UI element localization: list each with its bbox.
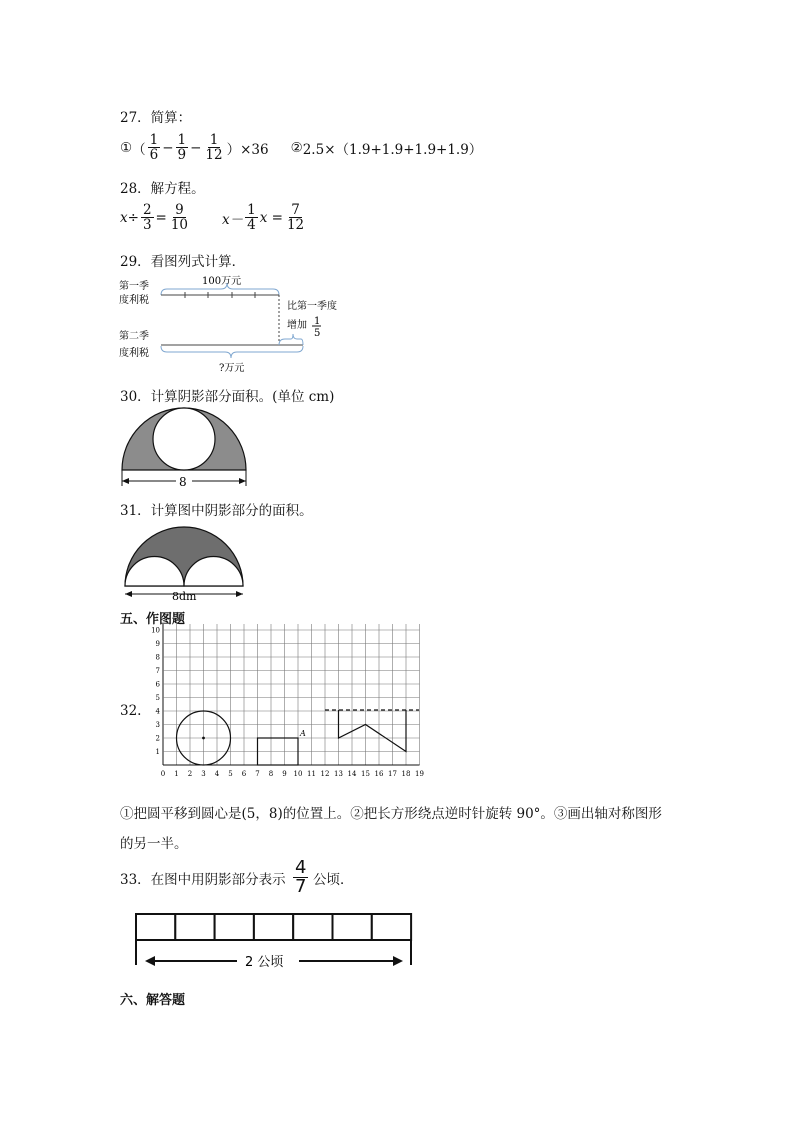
q29-diagram (115, 270, 365, 376)
x-tick-label: 12 (320, 770, 330, 778)
side-note-line2: 增加 (287, 320, 307, 331)
q30-figure (118, 404, 250, 492)
bottom-value: ?万元 (219, 363, 245, 374)
q33-title-pre: 33．在图中用阴影部分表示 (120, 872, 286, 888)
strip-cell[interactable] (333, 914, 372, 940)
side-frac-den: 5 (314, 328, 321, 339)
equation-2-mid: x = (259, 209, 283, 226)
fraction: $\frac{1}{12}$ (205, 132, 223, 164)
arrow-left-icon (145, 956, 155, 966)
strip-cell[interactable] (372, 914, 411, 940)
x-tick-label: 5 (228, 770, 233, 778)
strip-cell[interactable] (136, 914, 175, 940)
q27-expressions (120, 133, 482, 162)
fraction: $\frac{2}{3}$ (142, 202, 152, 234)
q33-figure (133, 910, 417, 972)
x-tick-label: 1 (174, 770, 179, 778)
x-tick-label: 0 (160, 770, 166, 778)
strip-cells (136, 914, 411, 940)
fraction: $\frac{9}{10}$ (170, 202, 189, 234)
label-q2-line2: 度利税 (119, 348, 149, 359)
operator: − (190, 139, 202, 156)
expression-2: 2.5×（1.9+1.9+1.9+1.9） (302, 141, 483, 158)
x-tick-label: 13 (334, 770, 343, 778)
q28-equations (120, 203, 308, 232)
operator: − (162, 139, 174, 156)
x-tick-label: 8 (268, 770, 274, 778)
x-axis-labels (161, 770, 424, 778)
y-tick-label: 2 (155, 734, 160, 743)
label-q2-line1: 第二季 (119, 331, 149, 342)
equation-1-lhs: x÷ (120, 209, 139, 226)
y-tick-label: 9 (155, 640, 160, 648)
q27-title: 27．简算： (120, 110, 192, 126)
side-frac-num: 1 (314, 316, 321, 327)
bottom-brace (161, 346, 303, 358)
fraction-denominator: 7 (295, 876, 307, 897)
q32-number: 32. (120, 703, 142, 719)
x-tick-label: 17 (388, 770, 397, 778)
x-tick-label: 14 (347, 770, 357, 778)
strip-cell[interactable] (175, 914, 214, 940)
x-tick-label: 10 (293, 770, 303, 778)
q32-grid-figure (148, 624, 428, 794)
x-tick-label: 3 (201, 770, 206, 778)
section-6-title: 六、解答题 (120, 993, 186, 1008)
circle-number-2: ② (290, 139, 303, 156)
x-tick-label: 4 (214, 770, 220, 778)
strip-cell[interactable] (254, 914, 293, 940)
fraction: $\frac{1}{9}$ (177, 132, 187, 164)
y-axis-labels (151, 624, 160, 756)
equation-2-lhs: x－ (222, 211, 244, 228)
x-tick-label: 15 (361, 770, 370, 778)
arrow-left-icon (125, 591, 132, 597)
grid-lines (163, 624, 420, 765)
q28-title: 28．解方程。 (120, 181, 205, 197)
q32-instructions-line1: ①把圆平移到圆心是(5，8)的位置上。②把长方形绕点逆时针旋转 90°。③画出轴对称图形 (120, 806, 662, 822)
side-note-line1: 比第一季度 (287, 301, 337, 312)
circle-center (202, 737, 205, 740)
y-tick-label: 6 (155, 680, 160, 689)
arrow-right-icon (239, 478, 246, 484)
arrow-right-icon (236, 591, 243, 597)
fraction: $\frac{1}{6}$ (149, 132, 159, 164)
fraction-numerator: 4 (295, 857, 307, 878)
paren-close: ）×36 (226, 141, 269, 158)
y-tick-label: 7 (155, 667, 160, 675)
q32-instructions-line2: 的另一半。 (120, 836, 188, 852)
x-tick-label: 7 (255, 770, 260, 778)
fraction: $\frac{1}{4}$ (247, 202, 256, 234)
y-tick-label: 1 (155, 748, 160, 756)
dimension-label: 8 (179, 475, 187, 489)
circle-number-1: ① (120, 139, 133, 156)
dimension-label: 8dm (172, 590, 197, 602)
y-tick-label: 10 (151, 626, 160, 635)
inner-circle (153, 408, 215, 470)
point-a-label: A (300, 729, 306, 738)
q31-title: 31．计算图中阴影部分的面积。 (120, 503, 313, 519)
small-brace (279, 334, 303, 345)
y-tick-label: 4 (155, 707, 160, 716)
x-tick-label: 9 (282, 770, 287, 778)
section-5-title: 五、作图题 (120, 612, 186, 627)
x-tick-label: 18 (401, 770, 411, 778)
q31-figure (120, 524, 248, 602)
y-tick-label: 5 (155, 694, 160, 702)
arrow-left-icon (122, 478, 129, 484)
q33-fraction (293, 859, 308, 896)
strip-cell[interactable] (293, 914, 332, 940)
top-value: 100万元 (202, 276, 242, 287)
x-tick-label: 19 (415, 770, 424, 778)
q33-title-post: 公顷． (313, 872, 354, 888)
strip-cell[interactable] (215, 914, 254, 940)
x-tick-label: 11 (307, 770, 316, 778)
y-tick-label: 3 (155, 721, 160, 729)
arrow-right-icon (393, 956, 403, 966)
x-tick-label: 6 (241, 770, 247, 778)
paren-open: （ (132, 141, 146, 158)
label-q1-line2: 度利税 (119, 295, 149, 306)
fraction: $\frac{7}{12}$ (286, 202, 305, 234)
x-tick-label: 2 (187, 770, 193, 778)
y-tick-label: 8 (155, 653, 160, 662)
half-figure (339, 710, 407, 752)
equals: = (155, 209, 167, 226)
q30-title: 30．计算阴影部分面积。(单位 cm) (120, 389, 335, 405)
dimension-label: 2 公顷 (245, 955, 284, 970)
label-q1-line1: 第一季 (119, 281, 149, 292)
q29-title: 29．看图列式计算． (120, 254, 246, 270)
x-tick-label: 16 (374, 770, 384, 778)
